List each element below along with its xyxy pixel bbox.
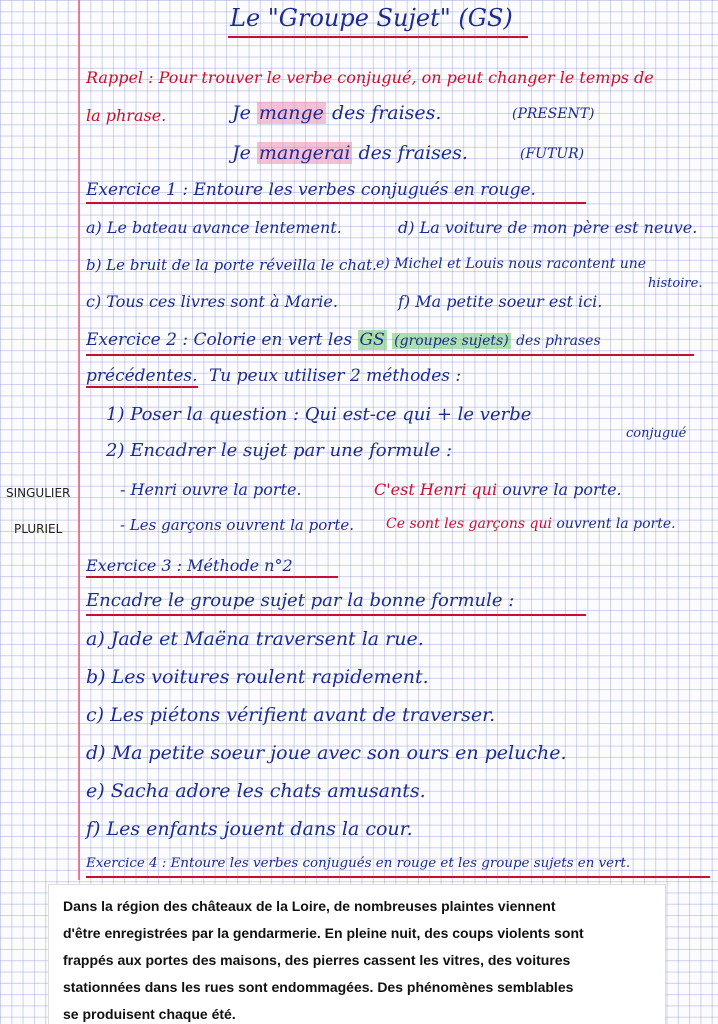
exercice3-item-e: e) Sacha adore les chats amusants. [86,780,426,802]
exercice3-instruction: Encadre le groupe sujet par la bonne formule : [86,590,515,611]
singulier-formula [374,480,622,499]
exercice1-item-c: c) Tous ces livres sont à Marie. [86,292,338,311]
exercice1-item-e-continued: histoire. [648,276,703,291]
example1-tense: (PRESENT) [512,106,595,122]
singulier-formula-start: C'est Henri [374,480,467,499]
singulier-formula-end: ouvre la porte. [502,480,622,499]
rappel-example-futur [232,142,468,164]
exercice4-heading: Exercice 4 : Entoure les verbes conjugués en rouge et les groupe sujets en vert. [86,856,631,871]
rappel-section [86,68,654,87]
example2-verb: mangerai [258,142,351,164]
exercice2-gs-highlight: GS [359,330,385,350]
exercice2-heading-line2 [86,366,461,386]
exercice1-heading: Exercice 1 : Entoure les verbes conjugués en rouge. [86,180,536,200]
exercice3-instruction-underline [86,614,586,616]
page-title: Le "Groupe Sujet" (GS) [230,4,513,32]
passage-box [48,884,666,1024]
exercice2-groupes-sujets: (groupes sujets) [394,333,509,349]
title-underline [228,36,528,38]
method-2: 2) Encadrer le sujet par une formule : [106,440,453,461]
exercice2-heading [86,330,601,350]
pluriel-label: PLURIEL [14,522,63,536]
exercice2-methods-intro: Tu peux utiliser 2 méthodes : [208,366,462,386]
exercice1-item-f: f) Ma petite soeur est ici. [398,292,603,311]
exercice2-heading-text: Exercice 2 : Colorie en vert les [86,330,353,350]
passage-line: frappés aux portes des maisons, des pierres cassent les vitres, des voitures [63,952,571,968]
method-1-continued: conjugué [626,426,687,441]
exercice3-item-b: b) Les voitures roulent rapidement. [86,666,429,688]
passage-line: stationnées dans les rues sont endommagées. Des phénomènes semblables [63,979,574,995]
passage-line: Dans la région des châteaux de la Loire, de nombreuses plaintes viennent [63,898,556,914]
rappel-label: Rappel : [86,68,154,87]
example1-pronoun: Je [232,102,251,124]
exercice3-item-d: d) Ma petite soeur joue avec son ours en peluche. [86,742,567,764]
exercice3-item-a: a) Jade et Maëna traversent la rue. [86,628,424,650]
pluriel-formula [386,516,676,532]
exercice2-heading-end: des phrases [516,333,601,349]
singulier-example: - Henri ouvre la porte. [120,480,302,499]
exercice3-item-c: c) Les piétons vérifient avant de traverser. [86,704,496,726]
exercice1-underline [86,202,586,204]
example1-object: des fraises. [331,102,442,124]
example2-pronoun: Je [232,142,251,164]
exercice1-item-a: a) Le bateau avance lentement. [86,218,342,237]
exercice3-heading: Exercice 3 : Méthode n°2 [86,556,293,575]
singulier-label: SINGULIER [6,486,71,500]
pluriel-formula-qui: qui [529,516,552,532]
method-1: 1) Poser la question : Qui est-ce qui + le verbe [106,404,532,425]
rappel-text-line2: la phrase. [86,106,167,125]
rappel-text-line1: Pour trouver le verbe conjugué, on peut changer le temps de [158,68,654,87]
exercice1-item-e: e) Michel et Louis nous racontent une [376,256,647,272]
passage-line: d'être enregistrées par la gendarmerie. En pleine nuit, des coups violents sont [63,925,584,941]
exercice2-heading-precedentes: précédentes. [86,366,198,386]
exercice3-underline [86,576,338,578]
exercice1-item-b: b) Le bruit de la porte réveilla le chat. [86,256,377,274]
exercice2-underline [86,354,694,356]
exercice1-item-d: d) La voiture de mon père est neuve. [398,218,698,237]
example2-object: des fraises. [358,142,468,164]
pluriel-formula-start: Ce sont les garçons [386,516,526,532]
margin-line [78,0,80,880]
exercice4-underline [86,876,710,878]
passage-line: se produisent chaque été. [63,1006,236,1022]
pluriel-example: - Les garçons ouvrent la porte. [120,516,355,534]
singulier-formula-qui: qui [471,480,498,499]
rappel-example-present [232,102,441,124]
passage-text [63,893,663,1024]
pluriel-formula-end: ouvrent la porte. [556,516,676,532]
example1-verb: mange [258,102,324,124]
example2-tense: (FUTUR) [520,146,585,162]
exercice3-item-f: f) Les enfants jouent dans la cour. [86,818,413,840]
